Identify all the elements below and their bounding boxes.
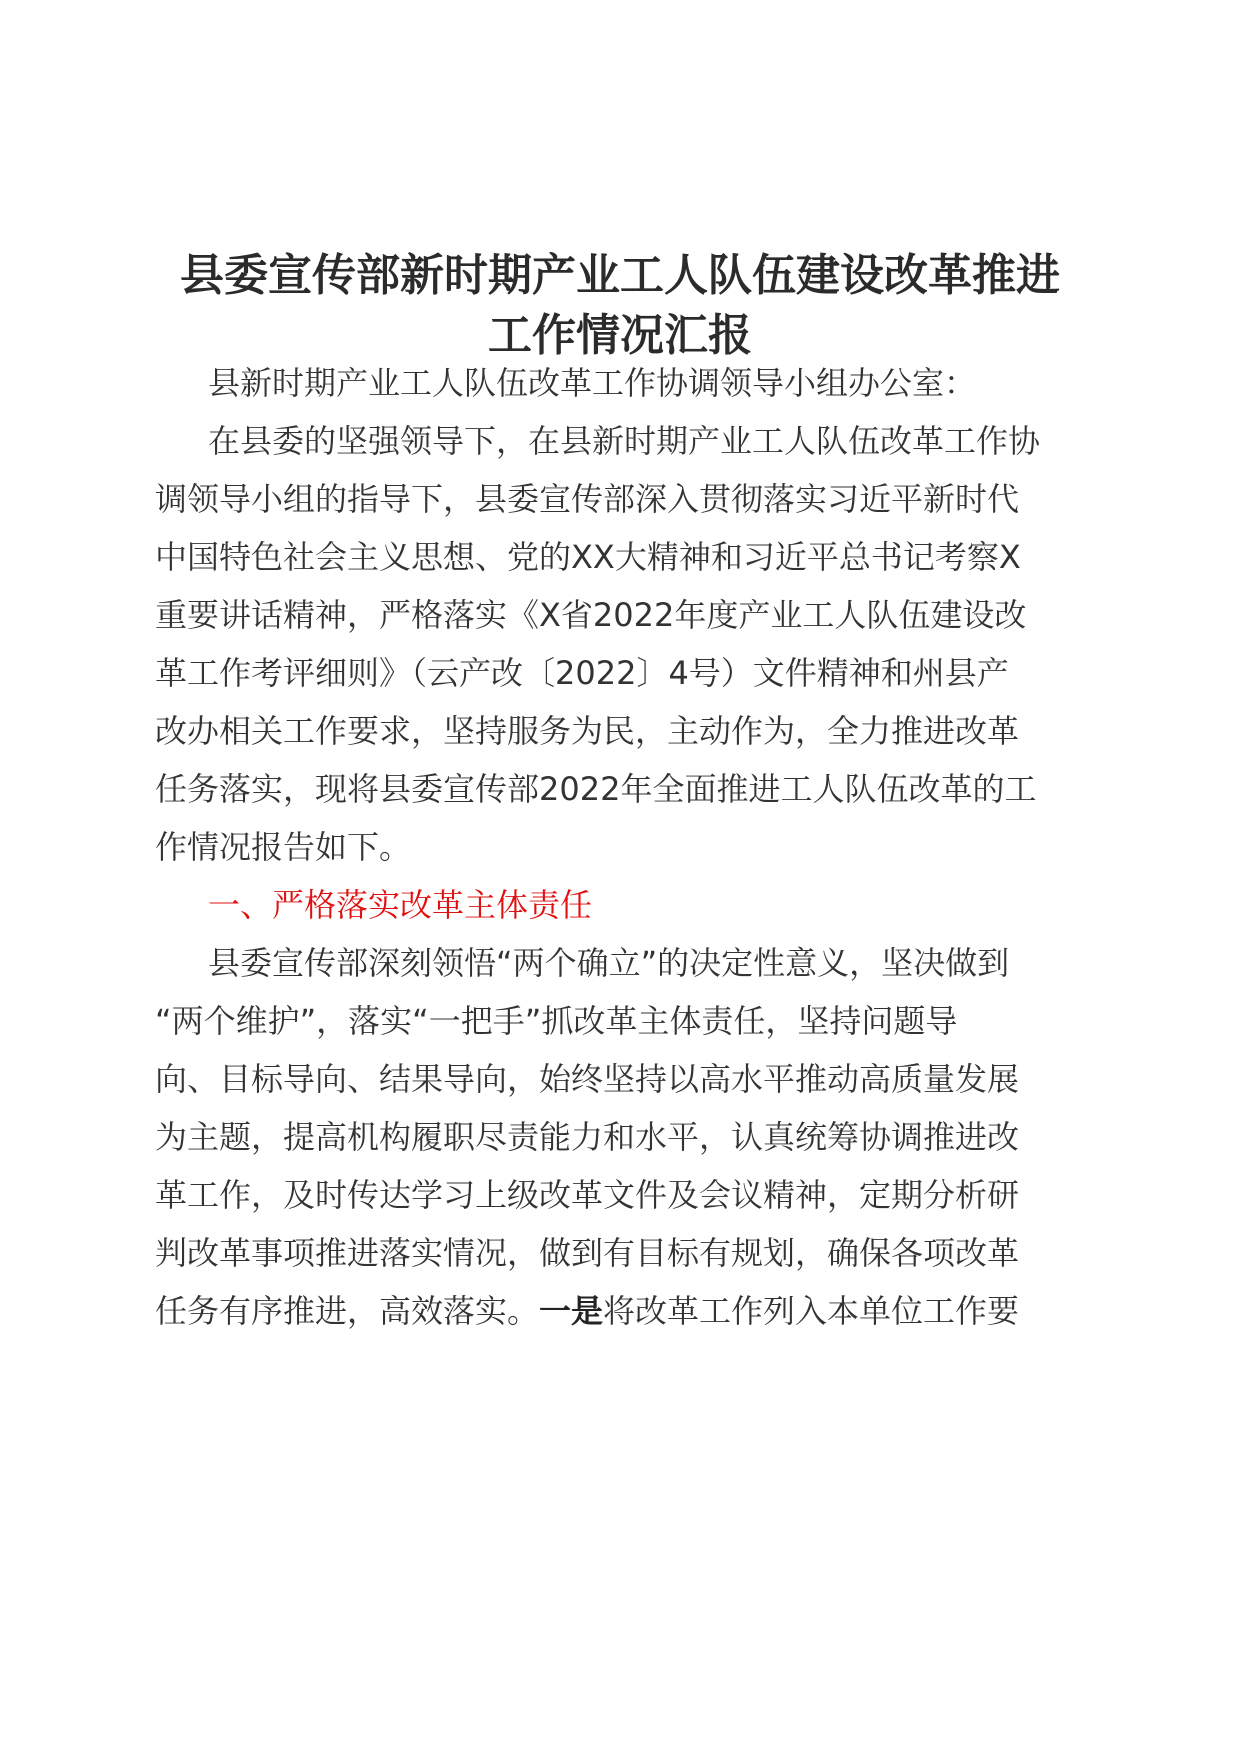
intro-line: 重要讲话精神，严格落实《X省2022年度产业工人队伍建设改 xyxy=(155,596,1027,634)
document-title-line-1: 县委宣传部新时期产业工人队伍建设改革推进 xyxy=(180,250,1060,301)
intro-line: 任务落实，现将县委宣传部2022年全面推进工人队伍改革的工 xyxy=(155,770,1037,808)
section-line-last xyxy=(155,1289,1095,1333)
section-heading: 一、严格落实改革主体责任 xyxy=(208,886,593,924)
salutation: 县新时期产业工人队伍改革工作协调领导小组办公室： xyxy=(208,364,977,402)
intro-line: 调领导小组的指导下，县委宣传部深入贯彻落实习近平新时代 xyxy=(155,480,1020,518)
section-line: 为主题，提高机构履职尽责能力和水平，认真统筹协调推进改 xyxy=(155,1118,1020,1156)
section-line-text: 任务有序推进，高效落实。 xyxy=(155,1292,540,1330)
intro-line: 革工作考评细则》（云产改〔2022〕4号）文件精神和州县产 xyxy=(155,654,1009,692)
section-line: “两个维护”，落实“一把手”抓改革主体责任，坚持问题导 xyxy=(155,1002,958,1040)
section-line: 革工作，及时传达学习上级改革文件及会议精神，定期分析研 xyxy=(155,1176,1020,1214)
section-line-text: 将改革工作列入本单位工作要 xyxy=(603,1292,1020,1330)
intro-line: 作情况报告如下。 xyxy=(155,828,412,866)
intro-line: 在县委的坚强领导下，在县新时期产业工人队伍改革工作协 xyxy=(208,422,1041,460)
intro-line: 改办相关工作要求，坚持服务为民，主动作为，全力推进改革 xyxy=(155,712,1020,750)
section-line: 县委宣传部深刻领悟“两个确立”的决定性意义，坚决做到 xyxy=(208,944,1010,982)
section-line: 判改革事项推进落实情况，做到有目标有规划，确保各项改革 xyxy=(155,1234,1020,1272)
section-line: 向、目标导向、结果导向，始终坚持以高水平推动高质量发展 xyxy=(155,1060,1020,1098)
document-title-line-2: 工作情况汇报 xyxy=(488,310,752,361)
intro-line: 中国特色社会主义思想、党的XX大精神和习近平总书记考察X xyxy=(155,538,1021,576)
emphasis-first-point: 一是 xyxy=(539,1292,604,1330)
